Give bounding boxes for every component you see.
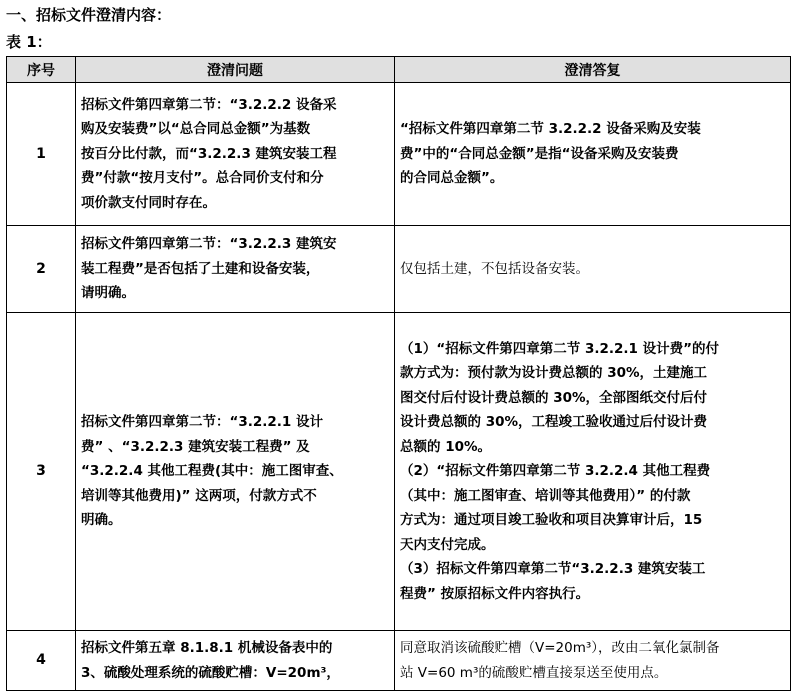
answer-cell [395,313,791,631]
question-line: “3.2.2.4 其他工程费(其中：施工图审查、 [81,463,343,480]
question-line: 招标文件第四章第二节：“3.2.2.3 建筑安 [81,236,337,253]
question-line: 招标文件第四章第二节：“3.2.2.2 设备采 [81,96,337,113]
answer-cell [395,83,791,226]
table-row [7,631,791,691]
answer-line: 的合同总金额”。 [400,170,504,187]
answer-line: 设计费总额的 30%，工程竣工验收通过后付设计费 [400,414,708,431]
answer-line: “招标文件第四章第二节 3.2.2.2 设备采购及安装 [400,121,701,138]
table-row [7,313,791,631]
question-line: 项价款支付同时存在。 [81,194,216,211]
table-row [7,83,791,226]
row-number: 1 [7,83,76,226]
answer-line: 站 V=60 m³的硫酸贮槽直接泵送至使用点。 [400,664,668,681]
section-title: 一、招标文件澄清内容： [6,6,172,24]
header-question: 澄清问题 [76,57,395,83]
answer-line: 方式为：通过项目竣工验收和项目决算审计后，15 [400,512,703,529]
table-header-row [7,57,791,83]
answer-line: （3）招标文件第四章第二节“3.2.2.3 建筑安装工 [400,561,706,578]
question-line: 装工程费”是否包括了土建和设备安装， [81,260,320,277]
answer-line: 总额的 10%。 [400,438,492,455]
question-line: 招标文件第四章第二节：“3.2.2.1 设计 [81,414,324,431]
answer-line: 费”中的“合同总金额”是指“设备采购及安装费 [400,145,679,162]
answer-line: （1）“招标文件第四章第二节 3.2.2.1 设计费”的付 [400,340,719,357]
answer-line: 程费” 按原招标文件内容执行。 [400,585,590,602]
question-line: 按百分比付款，而“3.2.2.3 建筑安装工程 [81,145,337,162]
question-cell [76,226,395,313]
row-number: 2 [7,226,76,313]
answer-cell [395,631,791,691]
question-line: 培训等其他费用)” 这两项，付款方式不 [81,487,317,504]
question-line: 明确。 [81,512,122,529]
answer-line: （2）“招标文件第四章第二节 3.2.2.4 其他工程费 [400,463,711,480]
question-line: 购及安装费”以“总合同总金额”为基数 [81,121,311,138]
row-number: 3 [7,313,76,631]
answer-cell [395,226,791,313]
answer-line: 图交付后付设计费总额的 30%，全部图纸交付后付 [400,389,708,406]
question-line: 3、硫酸处理系统的硫酸贮槽：V=20m³， [81,664,340,681]
question-line: 招标文件第五章 8.1.8.1 机械设备表中的 [81,640,333,656]
header-no: 序号 [7,57,76,83]
answer-line: 仅包括土建，不包括设备安装。 [400,260,589,277]
answer-line: 款方式为：预付款为设计费总额的 30%，土建施工 [400,365,708,382]
answer-line: 天内支付完成。 [400,536,495,553]
question-cell [76,631,395,691]
question-cell [76,83,395,226]
question-line: 费”付款“按月支付”。总合同价支付和分 [81,170,324,187]
answer-line: （其中：施工图审查、培训等其他费用）” 的付款 [400,487,691,504]
header-answer: 澄清答复 [395,57,791,83]
question-cell [76,313,395,631]
question-line: 费” 、“3.2.2.3 建筑安装工程费” 及 [81,438,310,455]
answer-line: 同意取消该硫酸贮槽（V=20m³），改由二氧化氯制备 [400,640,720,656]
question-line: 请明确。 [81,285,135,302]
table-label: 表 1： [6,33,52,51]
row-number: 4 [7,631,76,691]
table-row [7,226,791,313]
clarification-table [6,56,791,691]
